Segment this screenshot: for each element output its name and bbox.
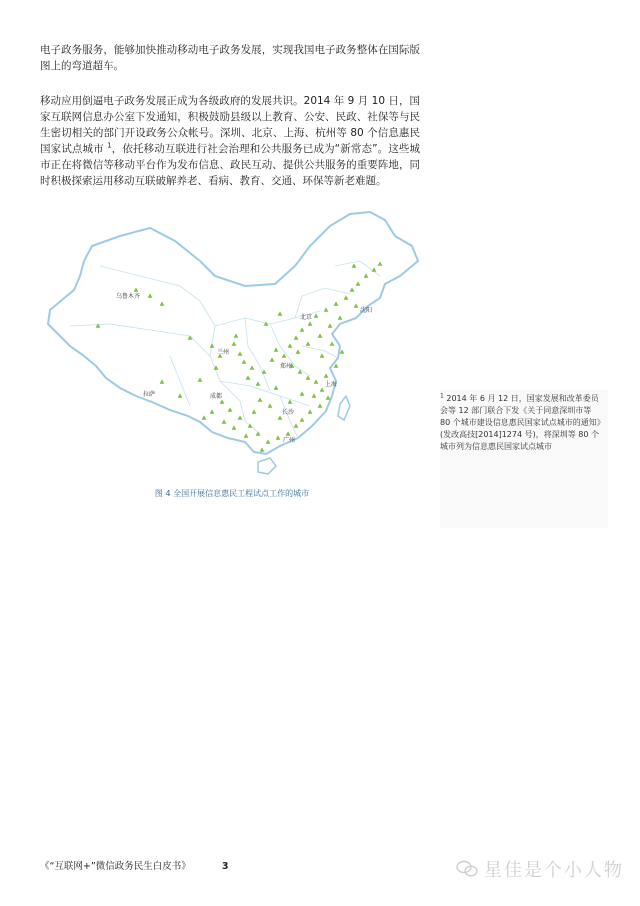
pilot-city-marker bbox=[232, 341, 237, 345]
pilot-city-marker bbox=[300, 327, 305, 331]
footnote bbox=[440, 393, 602, 453]
pilot-city-marker bbox=[300, 417, 305, 421]
pilot-city-marker bbox=[276, 435, 281, 439]
country-border bbox=[48, 212, 418, 454]
pilot-city-marker bbox=[252, 409, 257, 413]
pilot-city-marker bbox=[364, 273, 369, 277]
pilot-city-marker bbox=[300, 391, 305, 395]
city-label: 成都 bbox=[210, 393, 223, 400]
island-taiwan bbox=[338, 396, 350, 420]
pilot-city-marker bbox=[352, 263, 357, 267]
pilot-city-marker bbox=[344, 295, 349, 299]
pilot-city-marker bbox=[324, 373, 329, 377]
pilot-city-marker bbox=[334, 301, 339, 305]
marker-group bbox=[96, 261, 383, 451]
pilot-city-marker bbox=[354, 303, 359, 307]
pilot-city-marker bbox=[202, 415, 207, 419]
pilot-city-marker bbox=[288, 343, 293, 347]
pilot-city-marker bbox=[356, 281, 361, 285]
city-label: 兰州 bbox=[217, 349, 230, 356]
pilot-city-marker bbox=[312, 393, 317, 397]
pilot-city-marker bbox=[260, 447, 265, 451]
pilot-city-marker bbox=[210, 409, 215, 413]
pilot-city-marker bbox=[306, 341, 311, 345]
pilot-city-marker bbox=[134, 287, 139, 291]
pilot-city-marker bbox=[328, 323, 333, 327]
china-map bbox=[40, 206, 424, 484]
pilot-city-marker bbox=[244, 433, 249, 437]
city-label: 沈阳 bbox=[360, 307, 373, 314]
page-footer bbox=[40, 858, 228, 872]
pilot-city-marker bbox=[268, 403, 273, 407]
pilot-city-marker bbox=[296, 349, 301, 353]
pilot-city-marker bbox=[246, 375, 251, 379]
pilot-city-marker bbox=[234, 333, 239, 337]
pilot-city-marker bbox=[238, 351, 243, 355]
pilot-city-marker bbox=[274, 347, 279, 351]
pilot-city-marker bbox=[330, 341, 335, 345]
pilot-city-marker bbox=[294, 423, 299, 427]
city-label: 长沙 bbox=[282, 409, 295, 416]
city-label: 广州 bbox=[283, 437, 296, 444]
pilot-city-marker bbox=[258, 397, 263, 401]
city-label: 郑州 bbox=[280, 363, 293, 370]
pilot-city-marker bbox=[250, 365, 255, 369]
pilot-city-marker bbox=[220, 399, 225, 403]
pilot-city-marker bbox=[160, 301, 165, 305]
pilot-city-marker bbox=[278, 311, 283, 315]
pilot-city-marker bbox=[274, 385, 279, 389]
pilot-city-marker bbox=[278, 415, 283, 419]
pilot-city-marker bbox=[148, 293, 153, 297]
pilot-city-marker bbox=[232, 425, 237, 429]
pilot-city-marker bbox=[308, 409, 313, 413]
pilot-city-marker bbox=[320, 353, 325, 357]
page-number: 3 bbox=[221, 861, 229, 872]
pilot-city-marker bbox=[96, 323, 101, 327]
pilot-city-marker bbox=[350, 287, 355, 291]
footnote-ref[interactable]: 1 bbox=[107, 141, 112, 150]
pilot-city-marker bbox=[160, 379, 165, 383]
pilot-city-marker bbox=[372, 267, 377, 271]
footer-title: 《“互联网+”微信政务民生白皮书》 bbox=[40, 861, 191, 872]
pilot-city-marker bbox=[266, 439, 271, 443]
pilot-city-marker bbox=[286, 431, 291, 435]
china-map-figure bbox=[40, 206, 424, 484]
pilot-city-marker bbox=[308, 321, 313, 325]
pilot-city-marker bbox=[318, 403, 323, 407]
city-label-group bbox=[116, 292, 372, 444]
pilot-city-marker bbox=[238, 415, 243, 419]
city-label: 乌鲁木齐 bbox=[116, 293, 141, 300]
paragraph-body bbox=[40, 93, 420, 189]
watermark bbox=[456, 856, 624, 882]
paragraph-intro: 电子政务服务，能够加快推动移动电子政务发展，实现我国电子政务整体在国际版图上的弯道超车。 bbox=[40, 44, 420, 72]
paragraph-body-part1: 移动应用倒逼电子政务发展正成为各级政府的发展共识。2014 年 9 月 10 日，国家互联网信息办公室下发通知，积极鼓励县级以上教育、公安、民政、社保等与民生密切相关的部门开设政务公众帐号。深圳、北京、上海、杭州等 80 个信息惠民国家试点城市 bbox=[40, 95, 420, 155]
city-label: 拉萨 bbox=[143, 391, 156, 398]
pilot-city-marker bbox=[222, 419, 227, 423]
pilot-city-marker bbox=[314, 379, 319, 383]
pilot-city-marker bbox=[338, 315, 343, 319]
pilot-city-marker bbox=[324, 307, 329, 311]
pilot-city-marker bbox=[242, 359, 247, 363]
pilot-city-marker bbox=[198, 377, 203, 381]
paragraph-body-part2: ，依托移动互联进行社会治理和公共服务已成为“新常态”。这些城市正在将微信等移动平台作为发布信息、政民互动、提供公共服务的重要阵地，同时积极探索运用移动互联破解养老、看病、教育、交通、环保等新老难题。 bbox=[40, 143, 420, 187]
footnote-number: 1 bbox=[440, 392, 444, 400]
city-label: 上海 bbox=[325, 381, 338, 388]
pilot-city-marker bbox=[256, 381, 261, 385]
wechat-icon bbox=[456, 860, 478, 878]
footnote-text: 2014 年 6 月 12 日，国家发展和改革委员会等 12 部门联合下发《关于同意深圳市等 80 个城市建设信息惠民国家试点城市的通知》(发改高技[2014]1274 号)，将深圳等 80 个城市列为信息惠民国家试点城市 bbox=[440, 394, 601, 451]
pilot-city-marker bbox=[270, 357, 275, 361]
pilot-city-marker bbox=[314, 313, 319, 317]
city-label: 北京 bbox=[300, 314, 313, 321]
pilot-city-marker bbox=[210, 343, 215, 347]
pilot-city-marker bbox=[378, 261, 383, 265]
island-hainan bbox=[258, 458, 276, 474]
figure-caption: 图 4 全国开展信息惠民工程试点工作的城市 bbox=[154, 489, 310, 498]
pilot-city-marker bbox=[320, 387, 325, 391]
pilot-city-marker bbox=[326, 395, 331, 399]
pilot-city-marker bbox=[178, 393, 183, 397]
pilot-city-marker bbox=[294, 335, 299, 339]
watermark-text: 星佳是个小人物 bbox=[484, 860, 624, 881]
pilot-city-marker bbox=[318, 333, 323, 337]
pilot-city-marker bbox=[228, 407, 233, 411]
